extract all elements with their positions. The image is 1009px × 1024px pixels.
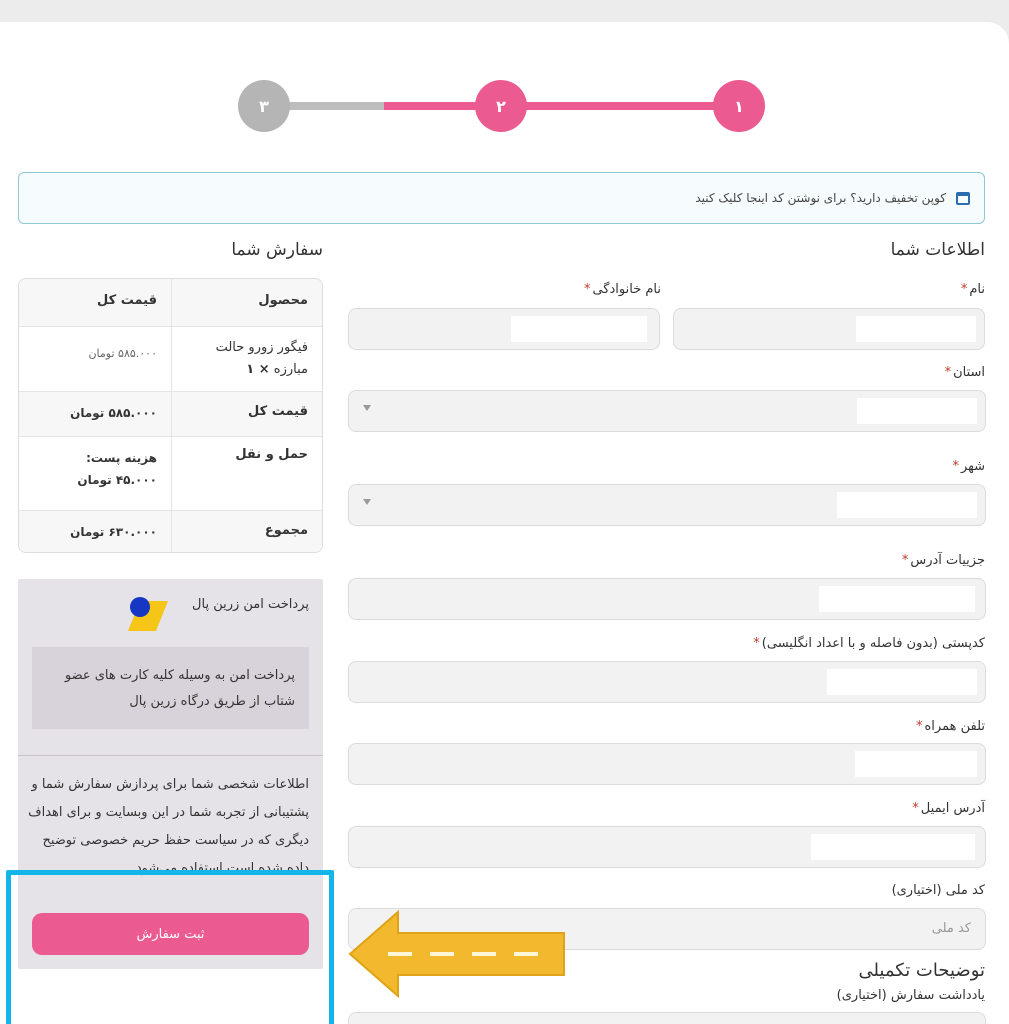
item-price: ۵۸۵.۰۰۰ تومان — [19, 327, 172, 391]
payment-method-label[interactable]: پرداخت امن زرین پال — [192, 597, 309, 612]
phone-input[interactable] — [348, 743, 986, 785]
order-title: سفارش شما — [231, 240, 323, 260]
last-name-label: نام خانوادگی* — [583, 282, 661, 297]
payment-description: پرداخت امن به وسیله کلیه کارت های عضو شتاب از طریق درگاه زرین پال — [32, 647, 309, 729]
stepper-line-done — [384, 102, 740, 110]
total-row — [19, 511, 322, 553]
place-order-button[interactable]: ثبت سفارش — [32, 913, 309, 955]
arrow-left-icon — [348, 909, 568, 999]
order-notes-label: یادداشت سفارش (اختیاری) — [836, 988, 985, 1003]
state-select[interactable] — [348, 390, 986, 432]
shipping-value: هزینه پست: ۴۵.۰۰۰ تومان — [19, 437, 172, 510]
payment-divider — [18, 755, 323, 756]
first-name-label: نام* — [960, 282, 985, 297]
postcode-label: کدپستی (بدون فاصله و با اعداد انگلیسی)* — [753, 636, 985, 651]
email-label: آدرس ایمیل* — [912, 801, 985, 816]
checkout-stepper — [0, 22, 1009, 182]
step-3[interactable]: ۳ — [238, 80, 290, 132]
order-notes-input[interactable] — [348, 1012, 986, 1024]
chevron-down-icon — [363, 405, 371, 411]
shipping-label: حمل و نقل — [172, 437, 322, 510]
email-input[interactable] — [348, 826, 986, 868]
col-product-header: محصول — [172, 279, 322, 326]
chevron-down-icon — [363, 499, 371, 505]
col-total-header: قیمت کل — [19, 279, 172, 326]
coupon-notice[interactable] — [18, 172, 985, 224]
last-name-input[interactable] — [348, 308, 660, 350]
table-header-row — [19, 279, 322, 327]
step-2[interactable]: ۲ — [475, 80, 527, 132]
total-value: ۶۳۰.۰۰۰ تومان — [19, 511, 172, 553]
billing-title: اطلاعات شما — [890, 240, 985, 260]
table-row — [19, 327, 322, 392]
step-1[interactable]: ۱ — [713, 80, 765, 132]
national-id-label: کد ملی (اختیاری) — [891, 883, 985, 898]
state-label: استان* — [944, 365, 985, 380]
checkout-card — [0, 22, 1009, 1024]
zarinpal-logo-icon — [126, 595, 172, 635]
national-id-placeholder: کد ملی — [931, 921, 971, 936]
city-label: شهر* — [952, 459, 985, 474]
additional-info-title: توضیحات تکمیلی — [858, 960, 985, 981]
privacy-text: اطلاعات شخصی شما برای پردازش سفارش شما و پشتیبانی از تجربه شما در این وبسایت و برای اهداف دیگری که در سیاست حفظ حریم خصوصی توضیح داده شده است استفاده می‌شود. — [28, 777, 309, 876]
first-name-input[interactable] — [673, 308, 985, 350]
calendar-icon — [956, 192, 970, 205]
shipping-row — [19, 437, 322, 511]
address-input[interactable] — [348, 578, 986, 620]
postcode-input[interactable] — [348, 661, 986, 703]
item-name: فیگور زورو حالت مبارزه × ۱ — [172, 327, 322, 391]
total-label: مجموع — [172, 511, 322, 553]
subtotal-value: ۵۸۵.۰۰۰ تومان — [19, 392, 172, 436]
highlight-box — [6, 870, 334, 1024]
order-summary-table — [18, 278, 323, 553]
subtotal-label: قیمت کل — [172, 392, 322, 436]
phone-label: تلفن همراه* — [916, 719, 985, 734]
address-label: جزییات آدرس* — [901, 553, 985, 568]
subtotal-row — [19, 392, 322, 437]
city-select[interactable] — [348, 484, 986, 526]
payment-method-option[interactable] — [192, 597, 309, 612]
coupon-text[interactable]: کوپن تخفیف دارید؟ برای نوشتن کد اینجا کلیک کنید — [695, 191, 946, 205]
